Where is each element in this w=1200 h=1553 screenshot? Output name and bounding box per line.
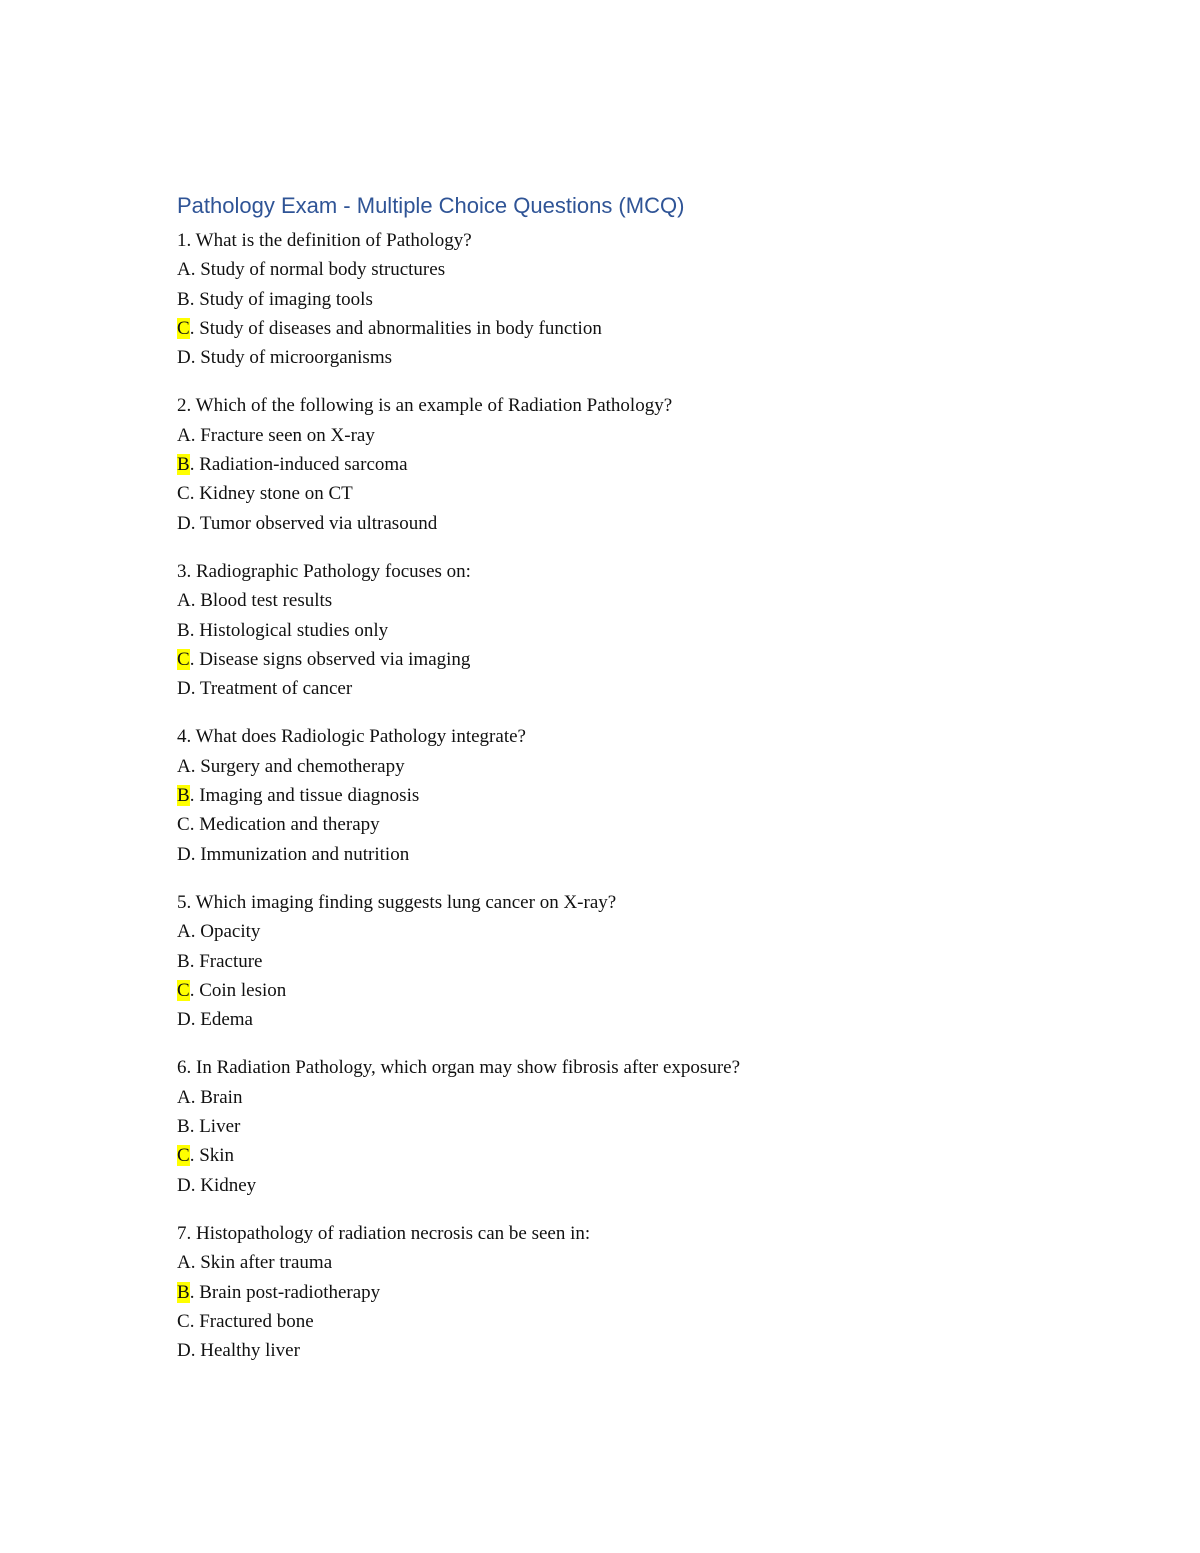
option-text: . Skin after trauma	[190, 1252, 333, 1274]
option-text: . Study of diseases and abnormalities in body function	[189, 317, 602, 339]
option-text: . Healthy liver	[190, 1340, 300, 1362]
answer-option	[177, 976, 1077, 1005]
answer-option	[177, 1336, 1077, 1365]
answer-option	[177, 917, 1077, 946]
question-text: 6. In Radiation Pathology, which organ may show fibrosis after exposure?	[177, 1057, 741, 1079]
option-letter: A	[177, 590, 191, 612]
option-text: . Histological studies only	[189, 619, 389, 641]
answer-option	[177, 674, 1077, 703]
answer-option	[177, 781, 1077, 810]
answer-option	[177, 1171, 1077, 1200]
question-text: 1. What is the definition of Pathology?	[177, 230, 472, 251]
question-text: 5. Which imaging finding suggests lung cancer on X-ray?	[177, 891, 617, 913]
document-title: Pathology Exam - Multiple Choice Questions (MCQ)	[177, 193, 685, 218]
option-text: . Radiation-induced sarcoma	[189, 454, 408, 476]
option-text: . Kidney	[190, 1174, 257, 1196]
answer-option	[177, 947, 1077, 976]
option-text: . Brain post-radiotherapy	[189, 1281, 381, 1303]
answer-option	[177, 752, 1077, 781]
question-6	[177, 1053, 1077, 1199]
answer-option	[177, 1278, 1077, 1307]
option-text: . Disease signs observed via imaging	[189, 648, 471, 670]
answer-option	[177, 1248, 1077, 1277]
option-letter: A	[177, 755, 191, 777]
answer-option	[177, 255, 1077, 284]
option-text: . Surgery and chemotherapy	[190, 755, 405, 777]
option-letter: A	[177, 1086, 191, 1108]
option-letter: D	[177, 512, 191, 534]
option-text: . Liver	[189, 1116, 241, 1138]
correct-answer-letter: B	[177, 1281, 190, 1303]
option-text: . Study of microorganisms	[190, 347, 392, 369]
option-text: . Medication and therapy	[189, 814, 380, 836]
answer-option	[177, 645, 1077, 674]
document-body	[177, 190, 1077, 1384]
question-text: 7. Histopathology of radiation necrosis can be seen in:	[177, 1222, 591, 1244]
option-letter: D	[177, 678, 191, 700]
answer-option	[177, 450, 1077, 479]
answer-option	[177, 1141, 1077, 1170]
option-letter: D	[177, 347, 191, 369]
answer-option	[177, 421, 1077, 450]
option-text: . Treatment of cancer	[190, 678, 353, 700]
answer-option	[177, 1112, 1077, 1141]
option-text: . Imaging and tissue diagnosis	[189, 785, 420, 807]
answer-option	[177, 509, 1077, 538]
correct-answer-letter: B	[177, 454, 190, 476]
correct-answer-letter: C	[177, 1145, 190, 1167]
question-text: 2. Which of the following is an example of Radiation Pathology?	[177, 395, 673, 417]
correct-answer-letter: C	[177, 648, 190, 670]
option-text: . Blood test results	[190, 590, 333, 612]
question-5	[177, 888, 1077, 1034]
answer-option	[177, 840, 1077, 869]
option-letter: A	[177, 1252, 191, 1274]
answer-option	[177, 616, 1077, 645]
answer-option	[177, 314, 1077, 343]
option-text: . Fracture seen on X-ray	[190, 424, 375, 446]
option-letter: B	[177, 619, 190, 641]
option-text: . Brain	[190, 1086, 243, 1108]
option-text: . Study of imaging tools	[189, 288, 373, 310]
option-letter: D	[177, 1340, 191, 1362]
correct-answer-letter: C	[177, 317, 190, 339]
question-4	[177, 722, 1077, 868]
option-text: . Fractured bone	[189, 1310, 314, 1332]
option-text: . Skin	[189, 1145, 235, 1167]
option-letter: A	[177, 424, 191, 446]
option-text: . Coin lesion	[189, 979, 287, 1001]
answer-option	[177, 1307, 1077, 1336]
answer-option	[177, 1083, 1077, 1112]
question-1	[177, 226, 1077, 372]
answer-option	[177, 285, 1077, 314]
option-letter: C	[177, 1310, 190, 1332]
option-text: . Immunization and nutrition	[190, 843, 410, 865]
option-letter: C	[177, 483, 190, 505]
answer-option	[177, 586, 1077, 615]
question-2	[177, 391, 1077, 537]
option-text: . Tumor observed via ultrasound	[190, 512, 438, 534]
option-letter: A	[177, 259, 191, 281]
question-text: 3. Radiographic Pathology focuses on:	[177, 560, 471, 582]
option-text: . Fracture	[189, 950, 263, 972]
option-letter: C	[177, 814, 190, 836]
correct-answer-letter: B	[177, 785, 190, 807]
option-text: . Study of normal body structures	[190, 259, 446, 281]
option-letter: A	[177, 921, 191, 943]
option-letter: D	[177, 1009, 191, 1031]
option-letter: B	[177, 1116, 190, 1138]
answer-option	[177, 479, 1077, 508]
option-letter: D	[177, 843, 191, 865]
option-letter: D	[177, 1174, 191, 1196]
option-text: . Opacity	[190, 921, 261, 943]
option-text: . Kidney stone on CT	[189, 483, 353, 505]
correct-answer-letter: C	[177, 979, 190, 1001]
answer-option	[177, 1005, 1077, 1034]
question-7	[177, 1219, 1077, 1365]
option-letter: B	[177, 950, 190, 972]
question-text: 4. What does Radiologic Pathology integrate?	[177, 726, 526, 748]
answer-option	[177, 343, 1077, 372]
option-letter: B	[177, 288, 190, 310]
answer-option	[177, 810, 1077, 839]
question-list	[177, 226, 1077, 1365]
question-3	[177, 557, 1077, 703]
option-text: . Edema	[190, 1009, 253, 1031]
